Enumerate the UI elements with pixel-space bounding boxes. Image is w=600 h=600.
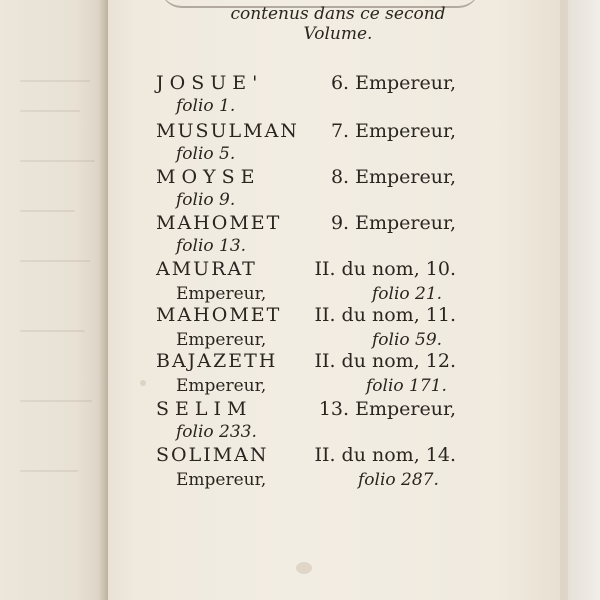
entry-folio: folio 21. — [372, 284, 443, 304]
faded-text-line — [20, 110, 80, 112]
page-edge-shadow — [560, 0, 600, 600]
entry-detail: II. du nom, 10. — [314, 258, 456, 280]
entry-title-cont: Empereur, — [176, 330, 267, 350]
entry-folio: folio 13. — [176, 236, 247, 256]
toc-entry — [156, 72, 456, 94]
toc-entry — [156, 212, 456, 234]
entry-detail: 7. Empereur, — [330, 120, 456, 142]
toc-entry — [156, 166, 456, 188]
faded-text-line — [20, 470, 78, 472]
heading-line-1: contenus dans ce second — [230, 4, 446, 24]
faded-text-line — [20, 80, 90, 82]
toc-entry — [156, 398, 456, 420]
faded-text-line — [20, 210, 75, 212]
faded-text-line — [20, 260, 90, 262]
entry-folio: folio 59. — [372, 330, 443, 350]
entry-title-cont: Empereur, — [176, 470, 267, 490]
entry-title-cont: Empereur, — [176, 376, 267, 396]
entry-folio: folio 233. — [176, 422, 257, 442]
toc-entry — [156, 444, 456, 466]
faded-text-line — [20, 330, 85, 332]
faded-text-line — [20, 400, 92, 402]
toc-entry — [156, 350, 456, 372]
entry-name: JOSUE' — [156, 72, 264, 94]
faded-text-line — [20, 160, 95, 162]
entry-name: MOYSE — [156, 166, 261, 188]
entry-name: SOLIMAN — [156, 444, 269, 466]
entry-name: MAHOMET — [156, 212, 282, 234]
toc-entry — [156, 120, 456, 142]
entry-folio: folio 171. — [366, 376, 447, 396]
entry-detail: II. du nom, 14. — [314, 444, 456, 466]
entry-detail: 6. Empereur, — [330, 72, 456, 94]
left-facing-page — [0, 0, 108, 600]
entry-folio: folio 9. — [176, 190, 236, 210]
toc-entry — [156, 304, 456, 326]
paper-stain — [296, 562, 312, 574]
entry-detail: 9. Empereur, — [330, 212, 456, 234]
entry-detail: II. du nom, 11. — [314, 304, 456, 326]
entry-detail: II. du nom, 12. — [314, 350, 456, 372]
entry-folio: folio 1. — [176, 96, 236, 116]
entry-detail: 13. Empereur, — [318, 398, 456, 420]
entry-title-cont: Empereur, — [176, 284, 267, 304]
entry-folio: folio 5. — [176, 144, 236, 164]
paper-stain — [140, 380, 146, 386]
entry-detail: 8. Empereur, — [330, 166, 456, 188]
entry-name: MAHOMET — [156, 304, 282, 326]
entry-name: AMURAT — [156, 258, 257, 280]
entry-folio: folio 287. — [358, 470, 439, 490]
toc-entry — [156, 258, 456, 280]
entry-name: MUSULMAN — [156, 120, 299, 142]
heading-line-2: Volume. — [303, 24, 373, 44]
entry-name: SELIM — [156, 398, 253, 420]
entry-name: BAJAZETH — [156, 350, 278, 372]
page-heading — [108, 4, 568, 44]
